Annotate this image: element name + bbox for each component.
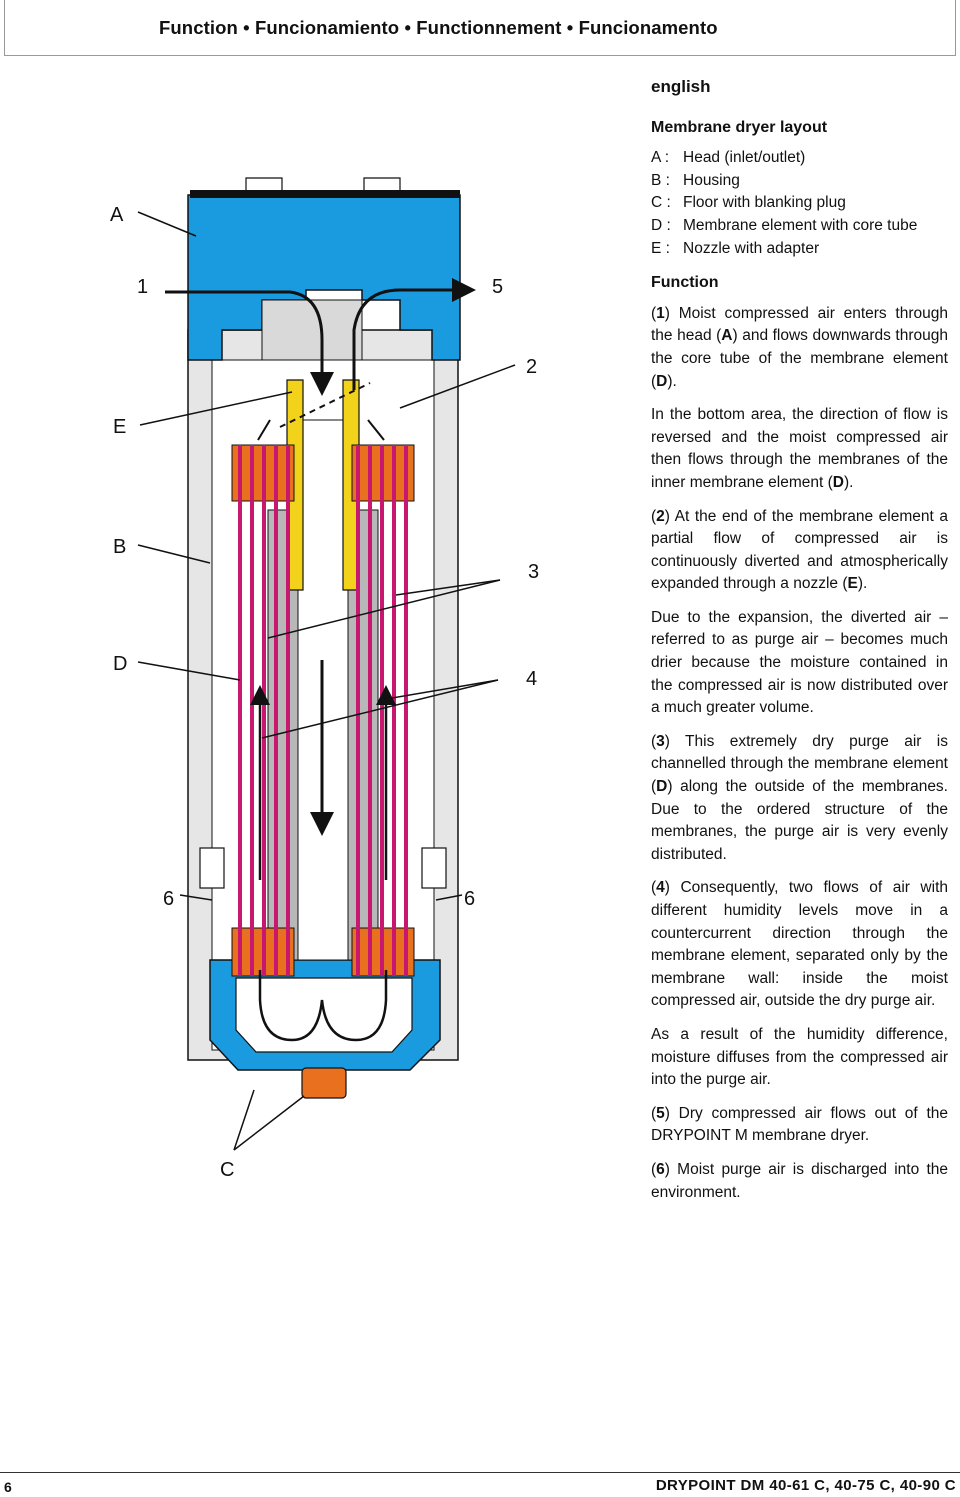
- legend-item: B : Housing: [651, 171, 740, 189]
- membrane-dryer-diagram: [0, 60, 640, 1460]
- function-paragraph: (3) This extremely dry purge air is channelled through the membrane element (D) along the outside of the membranes. Due to the ordered structure of the membranes, the purge air is very evenly distributed.: [651, 732, 948, 863]
- label-C: C: [220, 1159, 235, 1181]
- legend-item: D : Membrane element with core tube: [651, 216, 918, 234]
- label-1: 1: [137, 276, 149, 298]
- label-E: E: [113, 416, 127, 438]
- function-paragraphs: [651, 303, 948, 1204]
- legend-item: C : Floor with blanking plug: [651, 194, 846, 212]
- legend-list: [651, 147, 948, 260]
- label-A: A: [110, 204, 124, 226]
- function-paragraph: (6) Moist purge air is discharged into the environment.: [651, 1160, 948, 1201]
- label-3: 3: [528, 561, 540, 583]
- function-paragraph: (2) At the end of the membrane element a partial flow of compressed air is continuously diverted and atmospherically expanded through a nozzle (E).: [651, 507, 948, 593]
- function-paragraph: (5) Dry compressed air flows out of the DRYPOINT M membrane dryer.: [651, 1104, 948, 1145]
- function-paragraph: Due to the expansion, the diverted air – referred to as purge air – becomes much drier because the moisture contained in the compressed air is now distributed over a much greater volume.: [651, 608, 948, 717]
- language-heading: english: [651, 77, 711, 96]
- label-B: B: [113, 536, 127, 558]
- page-title: Function • Funcionamiento • Functionnement • Funcionamento: [159, 17, 718, 38]
- text-column: [651, 76, 948, 1215]
- function-paragraph: As a result of the humidity difference, moisture diffuses from the compressed air into the purge air.: [651, 1025, 948, 1089]
- footer-title: DRYPOINT DM 40-61 C, 40-75 C, 40-90 C: [655, 1477, 956, 1494]
- label-6-right: 6: [464, 888, 476, 910]
- function-paragraph: (1) Moist compressed air enters through the head (A) and flows downwards through the core tube of the membrane element (D).: [651, 304, 948, 390]
- label-4: 4: [526, 668, 538, 690]
- label-D: D: [113, 653, 128, 675]
- function-paragraph: (4) Consequently, two flows of air with different humidity levels move in a countercurrent direction through the membrane element, separated only by the membrane wall: inside the moist compressed air, outside the dry purge air.: [651, 879, 948, 1010]
- function-paragraph: In the bottom area, the direction of flow is reversed and the moist compressed air then flows through the membranes of the inner membrane element (D).: [651, 406, 948, 491]
- page-number: 6: [4, 1479, 12, 1495]
- legend-item: E : Nozzle with adapter: [651, 239, 820, 257]
- label-5: 5: [492, 276, 504, 298]
- legend-item: A : Head (inlet/outlet): [651, 149, 806, 167]
- label-2: 2: [526, 356, 538, 378]
- page-header: [4, 0, 956, 56]
- layout-heading: Membrane dryer layout: [651, 118, 828, 136]
- label-6-left: 6: [163, 888, 175, 910]
- floor-assembly: [210, 960, 440, 1098]
- page-footer: [0, 1472, 960, 1497]
- function-heading: Function: [651, 274, 719, 292]
